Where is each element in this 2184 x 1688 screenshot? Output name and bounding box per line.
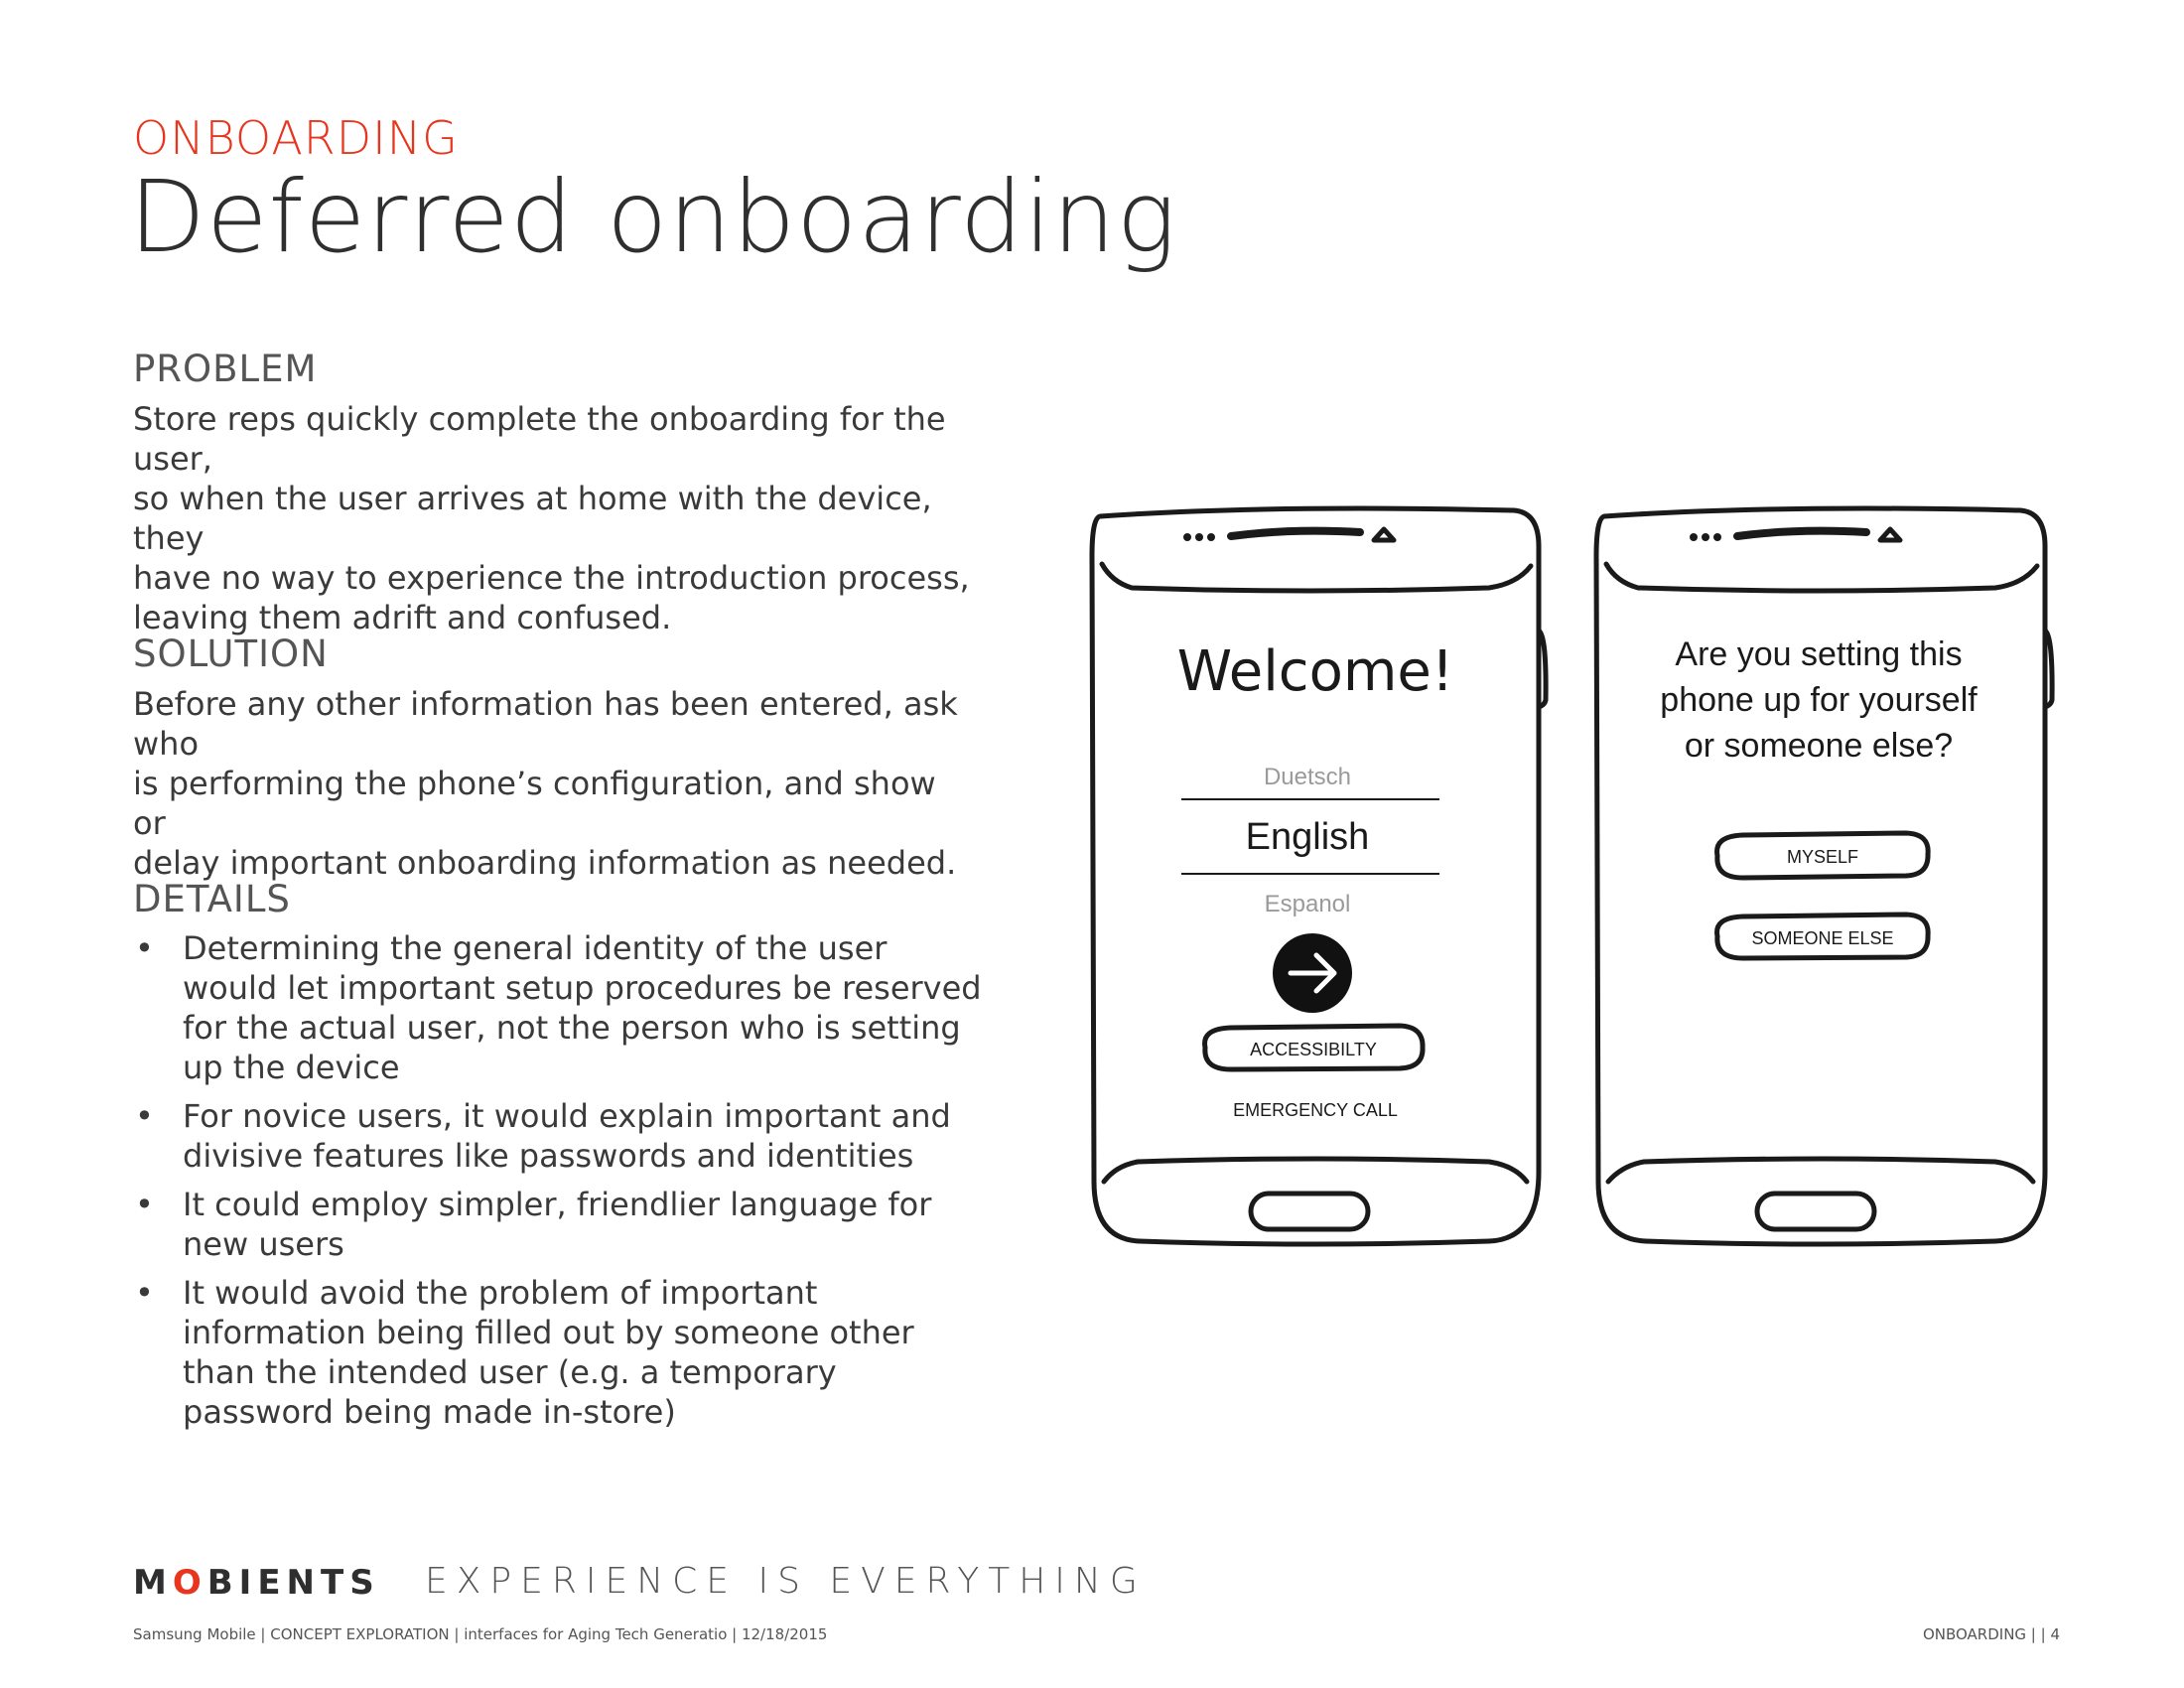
section-kicker: ONBOARDING [133,111,459,165]
setup-question-line: or someone else? [1684,727,1954,765]
camera-icon [1880,529,1900,540]
solution-line: Before any other information has been entered, ask who [133,685,958,763]
camera-icon [1374,529,1394,540]
solution-heading: SOLUTION [133,633,329,675]
problem-line: Store reps quickly complete the onboarding for the user, [133,400,946,478]
list-item [133,1273,987,1432]
speaker-dot [1702,533,1709,541]
list-item [133,1185,987,1264]
phone-sketches [1072,496,2065,1261]
list-item-text: Determining the general identity of the user would let important setup procedures be reserved for the actual user, not the person who is setting up the device [183,929,982,1086]
phone-sketches-svg [1072,496,2065,1261]
someone-else-button-label: SOMEONE ELSE [1751,928,1894,948]
setup-question-line: phone up for yourself [1660,681,1978,719]
bullet-icon: • [135,929,154,967]
speaker-grille-icon [1737,531,1866,536]
problem-line: leaving them adrift and confused. [133,599,672,636]
footer-meta: Samsung Mobile | CONCEPT EXPLORATION | interfaces for Aging Tech Generatio | 12/18/2015 [133,1625,828,1643]
list-item-text: It would avoid the problem of important information being filled out by someone other than the intended user (e.g. a temporary password being made in-store) [183,1274,914,1431]
problem-text [133,399,977,637]
language-option-below[interactable]: Espanol [1264,891,1351,917]
tagline: EXPERIENCE IS EVERYTHING [425,1561,1147,1602]
left-phone-body [1092,508,1539,1244]
brand-logo [133,1563,380,1603]
solution-line: is performing the phone’s configuration, and show or [133,765,936,842]
left-phone [1092,508,1546,1244]
brand-letters: BIENTS [206,1563,380,1603]
setup-question-line: Are you setting this [1675,635,1963,673]
speaker-grille-icon [1231,531,1360,536]
brand-letter: M [133,1563,173,1603]
accessibility-button-label: ACCESSIBILTY [1250,1040,1377,1059]
list-item [133,1096,987,1176]
home-button-icon [1757,1194,1874,1229]
details-list [133,928,987,1441]
speaker-dot [1690,533,1698,541]
right-phone-top-edge [1606,564,2037,591]
list-item [133,928,987,1087]
problem-line: so when the user arrives at home with the device, they [133,480,932,557]
welcome-text: Welcome! [1176,639,1454,704]
myself-button-label: MYSELF [1786,847,1859,867]
right-phone [1596,508,2052,1244]
page-title: Deferred onboarding [129,159,1177,275]
problem-heading: PROBLEM [133,348,318,390]
list-item-text: For novice users, it would explain important and divisive features like passwords and identities [183,1097,951,1175]
emergency-call-link[interactable]: EMERGENCY CALL [1233,1100,1398,1120]
language-option-above[interactable]: Duetsch [1263,764,1352,790]
details-heading: DETAILS [133,878,291,920]
accessibility-button[interactable] [1205,1026,1424,1069]
footer-section-page: ONBOARDING | | 4 [1922,1625,2060,1643]
bullet-icon: • [135,1186,154,1223]
right-phone-bottom-edge [1608,1159,2033,1182]
list-item-text: It could employ simpler, friendlier language for new users [183,1186,932,1263]
bullet-icon: • [135,1274,154,1312]
bullet-icon: • [135,1097,154,1135]
problem-line: have no way to experience the introduction process, [133,559,970,597]
next-button[interactable] [1273,933,1352,1013]
speaker-dot [1207,533,1215,541]
brand-letter-accent: O [172,1563,207,1603]
someone-else-button[interactable] [1717,914,1929,958]
solution-line: delay important onboarding information as needed. [133,844,957,882]
speaker-dot [1183,533,1191,541]
myself-button[interactable] [1717,833,1929,878]
left-phone-top-edge [1102,564,1531,591]
home-button-icon [1251,1194,1368,1229]
language-option-selected[interactable]: English [1245,816,1370,858]
left-phone-bottom-edge [1104,1159,1527,1182]
speaker-dot [1195,533,1203,541]
speaker-dot [1713,533,1721,541]
solution-text [133,684,977,883]
